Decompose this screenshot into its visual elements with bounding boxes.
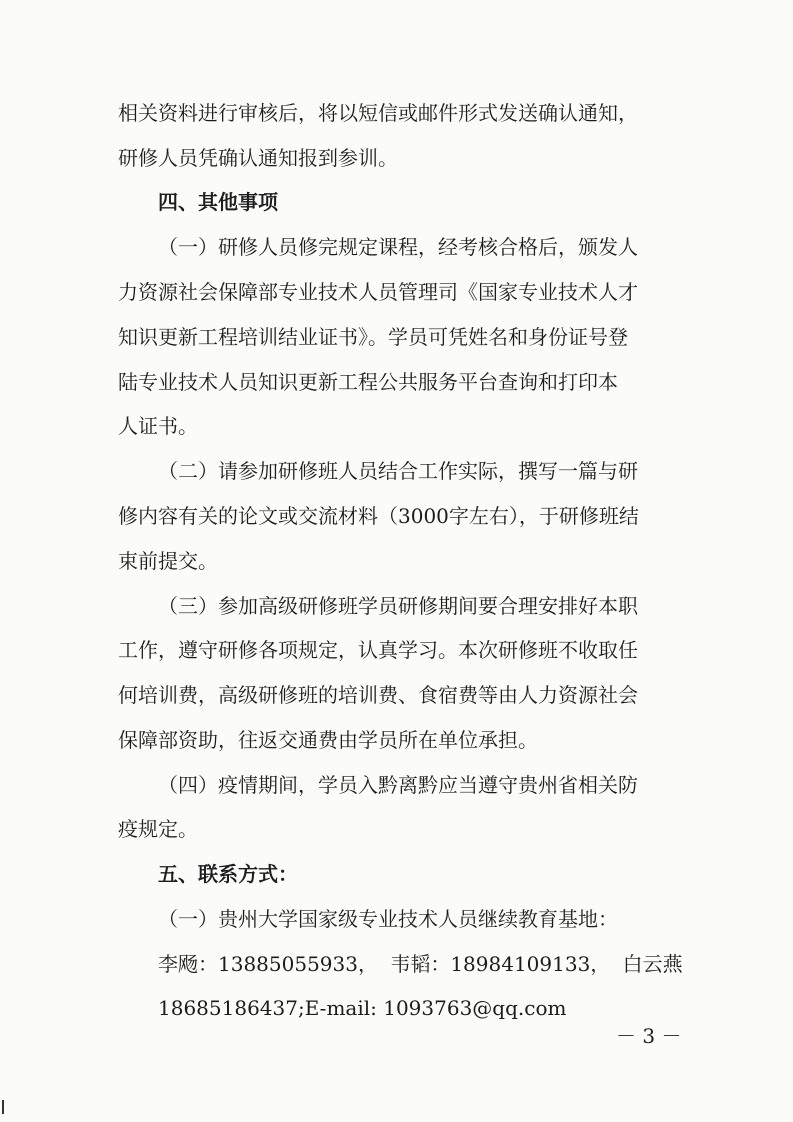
scan-edge-mark (2, 1100, 4, 1114)
document-page: 相关资料进行审核后，将以短信或邮件形式发送确认通知， 研修人员凭确认通知报到参训。 四、其他事项 （一）研修人员修完规定课程，经考核合格后，颁发人 力资源社会保障部专业技术人员管理司《国家专业技术人才 知识更新工程培训结业证书》。学员可凭姓名和身份证号登 陆专业技术人员知识更新工程公共服务平台查询和打印本 人证书。 （二）请参加研修班人员结合工作实际，撰写一篇与研 修内容有关的论文或交流材料（3000字左右），于研修班结 束前提交。 （三）参加高级研修班学员研修期间要合理安排好本职 工作，遵守研修各项规定，认真学习。本次研修班不收取任 何培训费，高级研修班的培训费、食宿费等由人力资源社会 保障部资助，往返交通费由学员所在单位承担。 （四）疫情期间，学员入黔离黔应当遵守贵州省相关防 疫规定。 五、联系方式： （一）贵州大学国家级专业技术人员继续教育基地： 李飏：13885055933， 韦韬：18984109133， 白云燕 18685186437;E-mail: 1093763@qq.com － 3 － (0, 0, 793, 1122)
page-number: － 3 － (616, 1024, 682, 1048)
